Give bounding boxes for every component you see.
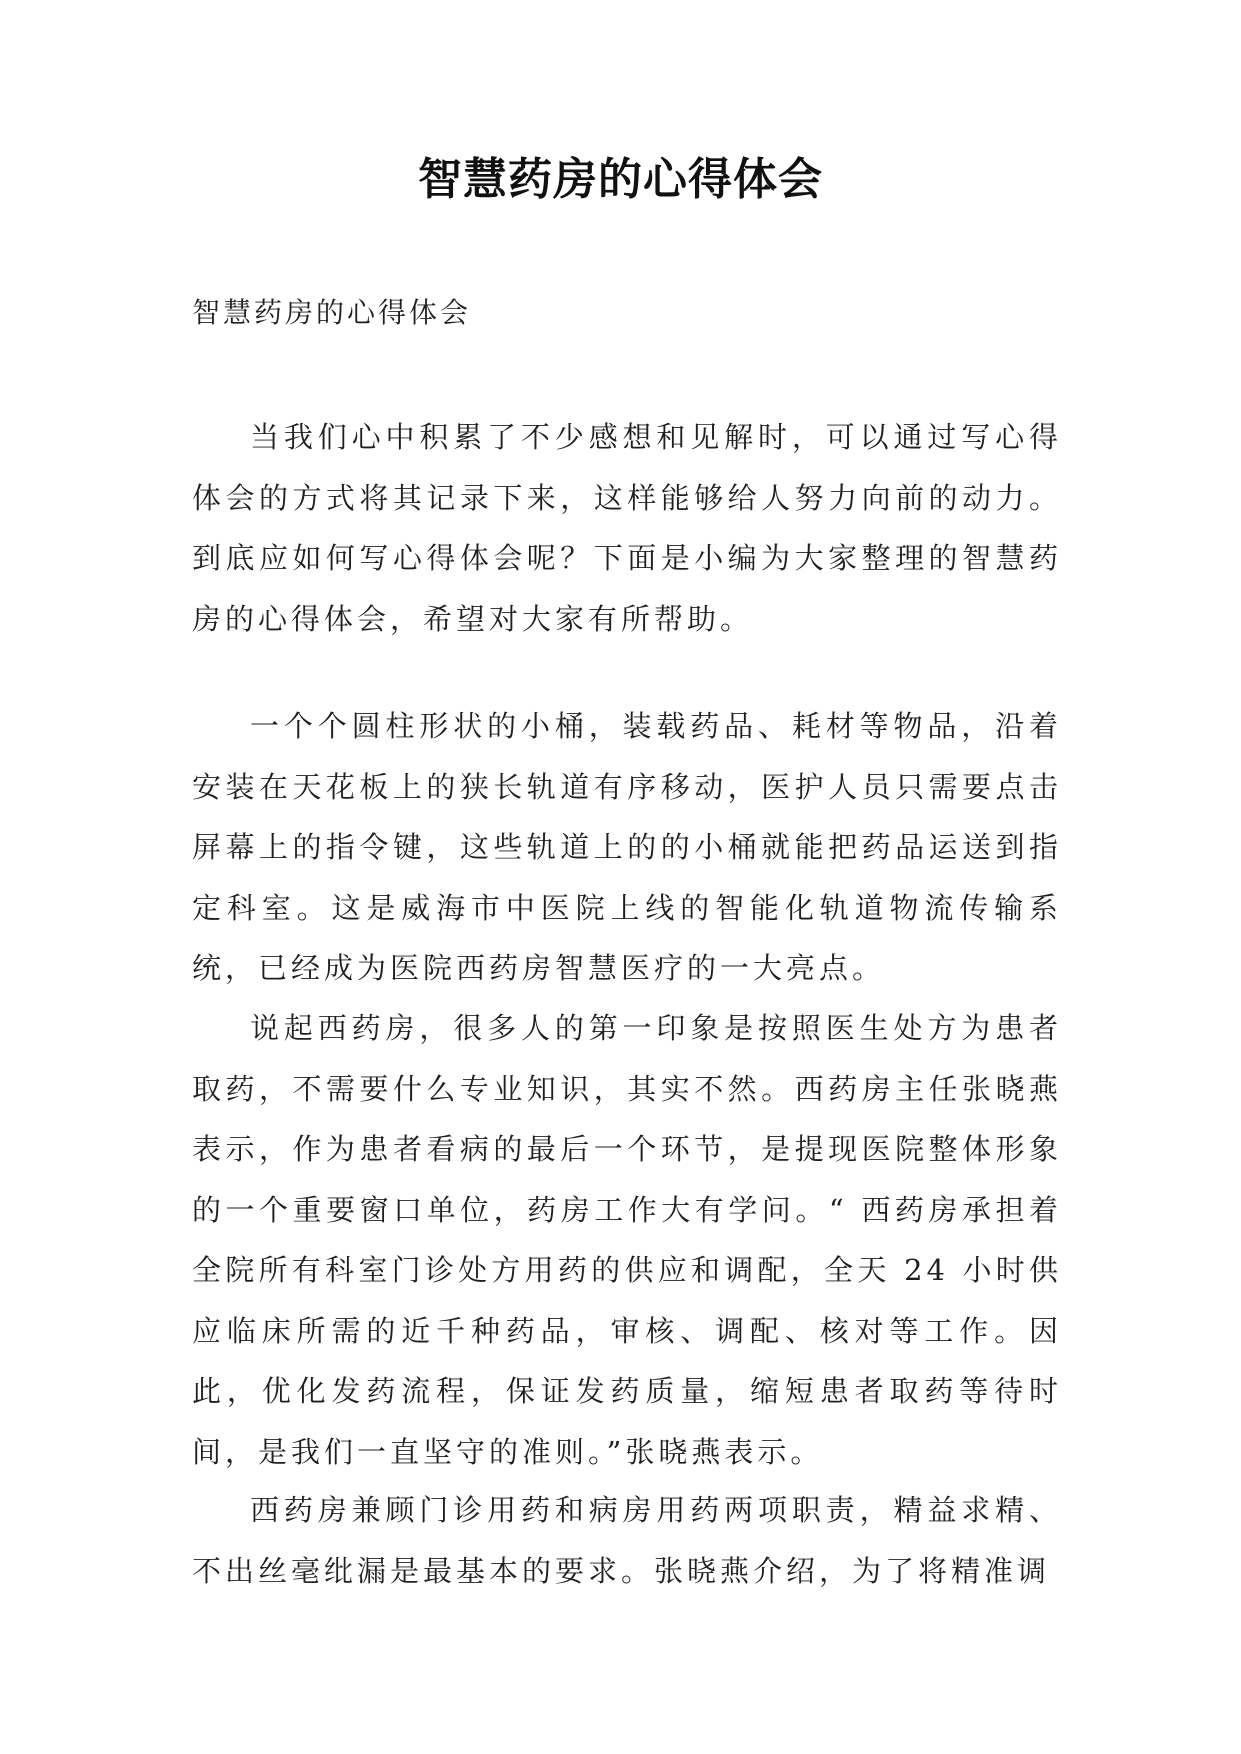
paragraph-3: 说起西药房，很多人的第一印象是按照医生处方为患者取药，不需要什么专业知识，其实不然。西药房主任张晓燕表示，作为患者看病的最后一个环节，是提现医院整体形象的一个重要窗口单位，药房工作大有学问。“ 西药房承担着全院所有科室门诊处方用药的供应和调配，全天 24 小时供应临床所需的近千种药品，审核、调配、核对等工作。因此，优化发药流程，保证发药质量，缩短患者取药等待时间，是我们一直坚守的准则。”张晓燕表示。: [192, 1011, 1062, 1469]
document-subtitle: 智慧药房的心得体会: [192, 296, 472, 329]
paragraph-2: 一个个圆柱形状的小桶，装载药品、耗材等物品，沿着安装在天花板上的狭长轨道有序移动，医护人员只需要点击屏幕上的指令键，这些轨道上的的小桶就能把药品运送到指定科室。这是威海市中医院上线的智能化轨道物流传输系统，已经成为医院西药房智慧医疗的一大亮点。: [192, 709, 1062, 985]
document-title: 智慧药房的心得体会: [418, 154, 823, 205]
paragraph-4: 西药房兼顾门诊用药和病房用药两项职责，精益求精、不出丝毫纰漏是最基本的要求。张晓燕介绍，为了将精准调: [192, 1493, 1062, 1588]
paragraph-1: 当我们心中积累了不少感想和见解时，可以通过写心得体会的方式将其记录下来，这样能够给人努力向前的动力。到底应如何写心得体会呢？下面是小编为大家整理的智慧药房的心得体会，希望对大家有所帮助。: [192, 420, 1062, 636]
